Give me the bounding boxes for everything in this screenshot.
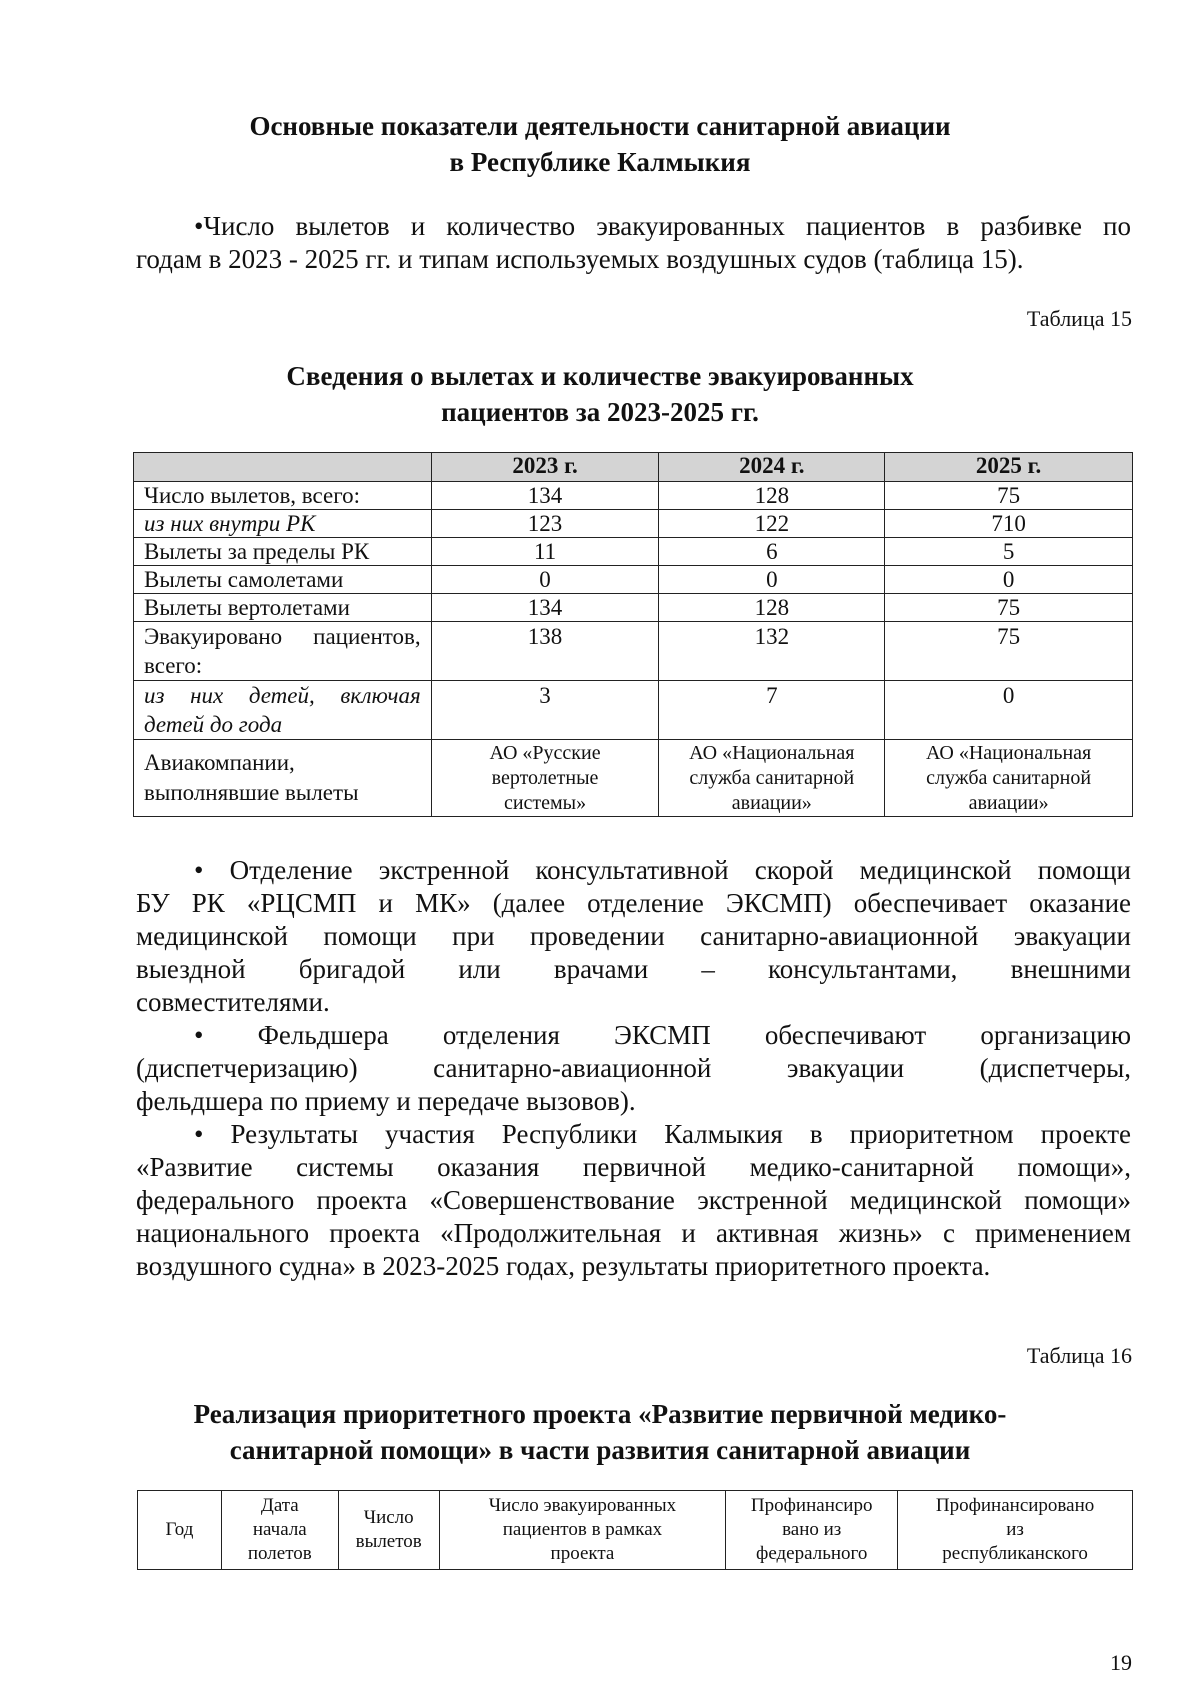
cell-2025 [885,740,1133,817]
row-label-line-2: детей до года [144,712,283,737]
header-line: вылетов [355,1531,422,1552]
header-line: Дата [260,1495,299,1516]
table-row [134,566,1133,594]
bullet-1-line: совместителями. [136,987,330,1017]
header-line: федерального [756,1543,868,1564]
cell-2024: 132 [659,622,885,681]
page-number: 19 [1110,1650,1132,1675]
header-cell-2024: 2024 г. [659,453,885,482]
row-label [134,681,432,740]
company-line: служба санитарной [926,766,1092,789]
row-label [134,622,432,681]
table15-reference: Таблица 15 [1026,306,1132,331]
bullet-2-line: фельдшера по приему и передаче вызовов). [136,1086,636,1116]
cell-2023: 134 [431,594,659,622]
bullet-3-line: национального проекта «Продолжительная и активная жизнь» с применением [136,1218,1131,1248]
cell-2023: 3 [431,681,659,740]
company-line: АО «Национальная [689,741,855,764]
cell-2025: 0 [885,681,1133,740]
header-line: Профинансировано [935,1495,1095,1516]
bullet-2-line: • Фельдшера отделения ЭКСМП обеспечивают организацию [194,1020,1131,1050]
header-line: из [1006,1519,1024,1540]
header-line: Число эвакуированных [488,1495,677,1516]
cell-2025: 710 [885,510,1133,538]
header-line: Профинансиро [750,1495,873,1516]
bullet-1-line: • Отделение экстренной консультативной скорой медицинской помощи [194,855,1131,885]
table-row [134,510,1133,538]
table-row [134,622,1133,681]
header-cell-flights [338,1491,439,1570]
cell-2023 [431,740,659,817]
header-cell-year [138,1491,222,1570]
heading-line-2: в Республике Калмыкия [449,147,751,177]
row-label-line-2: выполнявшие вылеты [144,780,359,805]
cell-2023: 0 [431,566,659,594]
bullet-2-line: (диспетчеризацию) санитарно-авиационной эвакуации (диспетчеры, [136,1053,1131,1083]
cell-2024: 128 [659,594,885,622]
bullet-1-line: БУ РК «РЦСМП и МК» (далее отделение ЭКСМП) обеспечивает оказание [136,888,1131,918]
heading-line-1: Основные показатели деятельности санитарной авиации [249,111,951,141]
table-header-row [138,1491,1133,1570]
header-line: пациентов в рамках [502,1519,663,1540]
cell-2023: 11 [431,538,659,566]
flights-table [133,452,1133,817]
header-cell-federal-funding [726,1491,898,1570]
table15-title [0,358,1200,430]
header-cell-start-date [221,1491,338,1570]
row-label [134,740,432,817]
intro-line-2: годам в 2023 - 2025 гг. и типам используемых воздушных судов (таблица 15). [136,244,1024,274]
header-cell-republic-funding [898,1491,1133,1570]
cell-2024 [659,740,885,817]
row-label: Вылеты за пределы РК [134,538,432,566]
project-table [137,1490,1133,1570]
company-line: АО «Русские [489,741,601,764]
company-line: вертолетные [491,766,599,789]
bullet-1-line: медицинской помощи при проведении санитарно-авиационной эвакуации [136,921,1131,951]
row-label-line-1: Авиакомпании, [144,750,295,775]
intro-paragraph [136,210,1131,276]
header-line: республиканского [942,1543,1088,1564]
bullet-paragraph-3 [136,1118,1131,1283]
table-row [134,538,1133,566]
company-line: АО «Национальная [925,741,1092,764]
table16-title-line-1: Реализация приоритетного проекта «Развитие первичной медико- [193,1399,1007,1429]
header-cell-empty [134,453,432,482]
row-label: Вылеты самолетами [134,566,432,594]
table-row [134,482,1133,510]
intro-line-1: •Число вылетов и количество эвакуированных пациентов в разбивке по [194,211,1131,241]
row-label: Число вылетов, всего: [134,482,432,510]
cell-2023: 123 [431,510,659,538]
cell-2025: 75 [885,482,1133,510]
bullet-3-line: воздушного судна» в 2023-2025 годах, результаты приоритетного проекта. [136,1251,991,1281]
header-line: проекта [550,1543,615,1564]
row-label-line-1: из них детей, включая [144,683,421,708]
header-line: начала [252,1519,307,1540]
table16-title-line-2: санитарной помощи» в части развития санитарной авиации [229,1435,971,1465]
cell-2024: 7 [659,681,885,740]
bullet-paragraph-2 [136,1019,1131,1118]
cell-2024: 0 [659,566,885,594]
header-line: полетов [247,1543,312,1564]
cell-2023: 138 [431,622,659,681]
company-line: авиации» [731,791,812,814]
cell-2025: 75 [885,622,1133,681]
header-cell-2023: 2023 г. [431,453,659,482]
table-row [134,681,1133,740]
bullet-3-line: «Развитие системы оказания первичной медико-санитарной помощи», [136,1152,1131,1182]
cell-2024: 128 [659,482,885,510]
cell-2025: 75 [885,594,1133,622]
row-label-line-2: всего: [144,653,203,678]
header-line: вано из [782,1519,842,1540]
table15-title-line-1: Сведения о вылетах и количестве эвакуированных [286,361,914,391]
cell-2025: 0 [885,566,1133,594]
table16-title [0,1396,1200,1468]
header-cell-evacuated [439,1491,726,1570]
table-row [134,594,1133,622]
row-label: из них внутри РК [134,510,432,538]
bullet-paragraph-1 [136,854,1131,1019]
cell-2023: 134 [431,482,659,510]
cell-2024: 6 [659,538,885,566]
table16-reference: Таблица 16 [1026,1343,1132,1368]
header-line: Число [363,1507,414,1528]
company-line: служба санитарной [689,766,855,789]
header-cell-2025: 2025 г. [885,453,1133,482]
row-label-line-1: Эвакуировано пациентов, [144,624,421,649]
row-label: Вылеты вертолетами [134,594,432,622]
company-line: системы» [503,791,587,814]
table15-title-line-2: пациентов за 2023-2025 гг. [441,397,759,427]
bullet-3-line: • Результаты участия Республики Калмыкия в приоритетном проекте [194,1119,1131,1149]
table-row [134,740,1133,817]
cell-2025: 5 [885,538,1133,566]
bullet-1-line: выездной бригадой или врачами – консультантами, внешними [136,954,1131,984]
table-header-row [134,453,1133,482]
bullet-3-line: федерального проекта «Совершенствование экстренной медицинской помощи» [136,1185,1131,1215]
cell-2024: 122 [659,510,885,538]
header-line: Год [165,1519,194,1540]
company-line: авиации» [968,791,1049,814]
page-heading [0,108,1200,180]
